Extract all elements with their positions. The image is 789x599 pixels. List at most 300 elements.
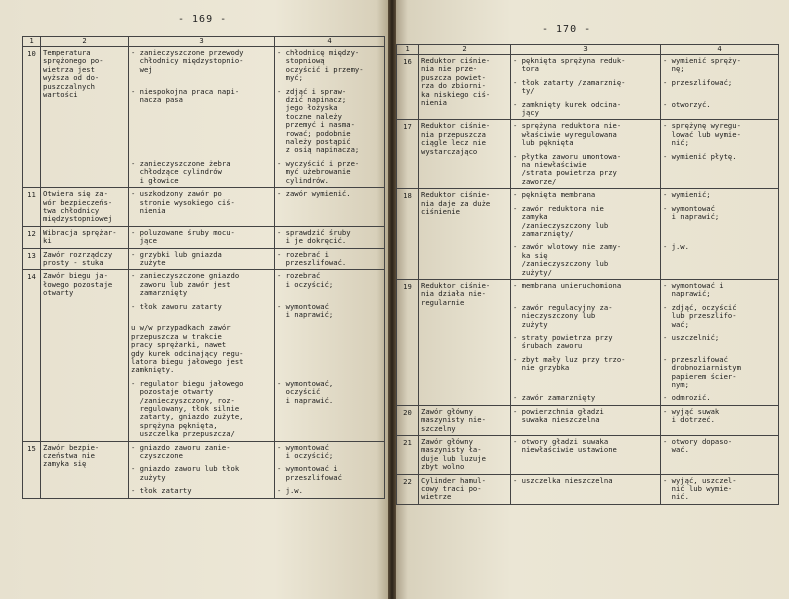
cell-line: i oczyścić;	[277, 451, 334, 461]
cell-line: - uszczelnić;	[663, 332, 720, 342]
cause-item	[513, 57, 658, 74]
cell-line: przepuszcza w trakcie	[131, 331, 222, 341]
cell-line: i naprawić;	[277, 309, 334, 319]
row-number: 11	[23, 188, 41, 227]
cell-line: - zanieczyszczone gniazdo	[131, 271, 240, 281]
cell-line: - otwory dopaso-	[663, 437, 733, 447]
cell-line: - j.w.	[663, 242, 689, 252]
cause-cell	[129, 441, 275, 498]
table-row	[397, 55, 779, 120]
cell-line: /strata powietrza przy	[513, 168, 617, 178]
cell-line: zużyty	[513, 319, 548, 329]
cell-line: sprężyna pęknięta,	[131, 420, 218, 430]
cell-line: Zawór główny	[421, 406, 473, 416]
cell-line: cowy traci po-	[421, 484, 482, 494]
cause-cell	[129, 47, 275, 188]
row-number: 18	[397, 189, 419, 280]
cell-line: maszynisty ła-	[421, 445, 482, 455]
table-row	[397, 474, 779, 504]
cause-cell	[511, 405, 661, 435]
cell-line: - tłok zatarty	[131, 486, 192, 496]
cause-item	[513, 438, 658, 455]
cell-line: wej	[131, 64, 153, 74]
cell-line: nia nie prze-	[421, 64, 478, 74]
table-row	[23, 270, 385, 441]
cell-line: oczyścić	[277, 387, 321, 397]
cause-item	[513, 282, 658, 299]
remedy-cell	[661, 120, 779, 189]
cause-item	[513, 101, 658, 118]
cell-line: - płytka zaworu umontowa-	[513, 151, 622, 161]
remedy-item	[277, 380, 382, 439]
cell-line: u w/w przypadkach zawór	[131, 323, 231, 333]
cause-cell	[511, 120, 661, 189]
remedy-cell	[275, 248, 385, 270]
cell-line: latora biegu jałowego jest	[131, 356, 244, 366]
cell-line: nym;	[663, 379, 689, 389]
remedy-item	[663, 153, 776, 187]
fault-description	[41, 47, 129, 188]
remedy-cell	[661, 405, 779, 435]
cause-item	[513, 122, 658, 147]
cell-line: lub przeszlifo-	[663, 311, 737, 321]
fault-description	[41, 441, 129, 498]
cell-line: jący	[513, 108, 539, 118]
row-number: 17	[397, 120, 419, 189]
table-row	[397, 120, 779, 189]
cell-line: - poluzowane śruby mocu-	[131, 227, 235, 237]
cell-line: i naprawić;	[663, 212, 720, 222]
row-number: 16	[397, 55, 419, 120]
cell-line: wietrze	[421, 492, 452, 502]
cell-line: maszynisty nie-	[421, 415, 486, 425]
fault-description	[419, 436, 511, 475]
cell-line: - rozebrać i	[277, 249, 329, 259]
cell-line: zamyka	[513, 212, 548, 222]
fault-description	[419, 120, 511, 189]
cause-cell	[511, 189, 661, 280]
cell-line: - sprężyna reduktora nie-	[513, 121, 622, 131]
row-number: 15	[23, 441, 41, 498]
cell-line: myć;	[277, 73, 303, 83]
row-number: 21	[397, 436, 419, 475]
cell-line: - powierzchnia gładzi	[513, 406, 604, 416]
cell-line: puszczalnych	[43, 81, 95, 91]
cell-line: rza do zbiorni-	[421, 81, 486, 91]
fault-description	[41, 270, 129, 441]
remedy-cell	[275, 226, 385, 248]
cause-item	[131, 380, 272, 439]
cell-line: - zawór wymienić.	[277, 189, 351, 199]
cell-line: właściwie wyregulowana	[513, 129, 617, 139]
cell-line: i dotrzeć.	[663, 415, 715, 425]
remedy-cell	[661, 436, 779, 475]
cell-line: Temperatura	[43, 48, 91, 57]
cell-line: - tłok zatarty /zamarznię-	[513, 77, 626, 87]
cell-line: ty/	[513, 86, 535, 96]
remedy-cell	[275, 47, 385, 188]
remedy-item	[663, 191, 776, 199]
cell-line: - wyczyścić i prze-	[277, 158, 360, 168]
remedy-cell	[661, 279, 779, 405]
table-row	[397, 405, 779, 435]
header-row	[397, 45, 779, 55]
remedy-item	[663, 79, 776, 96]
cell-line: nienia	[421, 98, 447, 108]
cell-line: szczelny	[421, 423, 456, 433]
cell-line: - otwory gładzi suwaka	[513, 437, 609, 447]
cause-item	[513, 243, 658, 277]
cell-line: nienia	[131, 205, 166, 215]
cell-line: - zamknięty kurek odcina-	[513, 99, 622, 109]
cell-line: Zawór główny	[421, 437, 473, 447]
cell-line: przeszlifować	[277, 472, 342, 482]
cell-line: ki	[43, 236, 52, 246]
cell-line: - niespokojna praca napi-	[131, 86, 240, 96]
remedy-cell	[275, 270, 385, 441]
cell-line: - zbyt mały luz przy trzo-	[513, 354, 626, 364]
cause-item	[131, 88, 272, 155]
table-row	[397, 279, 779, 405]
table-row	[397, 189, 779, 280]
cell-line: - wymienić;	[663, 190, 711, 200]
cause-cell	[129, 270, 275, 441]
cell-line: - rozebrać	[277, 271, 321, 281]
cause-item	[513, 334, 658, 351]
remedy-cell	[275, 441, 385, 498]
cell-line: zatarty, gniazdo zużyte,	[131, 412, 244, 422]
cell-line: - chłodnicę między-	[277, 48, 360, 57]
cell-line: zaworze/	[513, 176, 557, 186]
fault-description	[41, 188, 129, 227]
cell-line: - wymontować	[663, 203, 715, 213]
remedy-item	[277, 190, 382, 215]
fault-table-left	[22, 36, 385, 499]
cell-line: Zawór rozrządczy	[43, 249, 113, 259]
remedy-item	[663, 205, 776, 239]
table-row	[397, 436, 779, 475]
remedy-cell	[661, 189, 779, 280]
remedy-item	[277, 324, 382, 374]
cell-line: - odmrozić.	[663, 393, 711, 403]
fault-description	[419, 279, 511, 405]
cell-line: przemyć i nasma-	[277, 120, 355, 130]
cell-line: suwaka nieszczelna	[513, 415, 600, 425]
column-header: 3	[511, 45, 661, 55]
column-header: 3	[129, 37, 275, 47]
remedy-cell	[661, 474, 779, 504]
row-number: 12	[23, 226, 41, 248]
cell-line: Reduktor ciśnie-	[421, 121, 491, 131]
row-number: 14	[23, 270, 41, 441]
left-page	[0, 0, 392, 599]
cell-line: sprężonego po-	[43, 56, 104, 66]
remedy-item	[663, 122, 776, 147]
remedy-item	[663, 243, 776, 277]
cell-line: ka niskiego ciś-	[421, 89, 491, 99]
cell-line: nia daje za duże	[421, 198, 491, 208]
cell-line: nia przepuszcza	[421, 129, 486, 139]
remedy-item	[663, 408, 776, 425]
cell-line: chłodnicy międzystopnio-	[131, 56, 244, 66]
column-header: 2	[419, 45, 511, 55]
cell-line: - wymontować i	[663, 280, 724, 290]
cell-line: z osią napinacza;	[277, 145, 360, 155]
cell-line: cylindrów.	[277, 175, 329, 185]
cause-cell	[129, 248, 275, 270]
cell-line: wystarczająco	[421, 146, 478, 156]
cell-line: czeństwa nie	[43, 451, 95, 461]
row-number: 10	[23, 47, 41, 188]
fault-description	[41, 226, 129, 248]
remedy-cell	[275, 188, 385, 227]
cell-line: nić.	[663, 492, 689, 502]
cell-line: - zawór zamarznięty	[513, 393, 596, 403]
remedy-item	[277, 303, 382, 320]
cell-line: łowego pozostaje	[43, 279, 113, 289]
cause-item	[513, 205, 658, 239]
cell-line: ciśnienie	[421, 207, 460, 217]
cell-line: - tłok zaworu zatarty	[131, 301, 222, 311]
cause-item	[513, 394, 658, 402]
cell-line: wać.	[663, 445, 689, 455]
cell-line: - straty powietrza przy	[513, 332, 613, 342]
cell-line: otwarty	[43, 288, 74, 298]
row-number: 22	[397, 474, 419, 504]
cell-line: i naprawić.	[277, 395, 334, 405]
cell-line: nę;	[663, 64, 685, 74]
cell-line: duje lub luzuje	[421, 453, 486, 463]
cell-line: ka się	[513, 250, 548, 260]
cell-line: lować lub wymie-	[663, 129, 741, 139]
remedy-item	[277, 444, 382, 461]
header-row	[23, 37, 385, 47]
cause-item	[131, 229, 272, 246]
cell-line: wietrza jest	[43, 64, 95, 74]
cell-line: Cylinder hamul-	[421, 475, 486, 485]
cell-line: - przeszlifować;	[663, 77, 733, 87]
cell-line: jące	[131, 236, 157, 246]
cell-line: zamyka się	[43, 459, 87, 469]
cell-line: ciągle lecz nie	[421, 138, 486, 148]
cell-line: - otworzyć.	[663, 99, 711, 109]
cause-item	[513, 79, 658, 96]
cell-line: lub pęknięta	[513, 138, 574, 148]
cell-line: Otwiera się za-	[43, 189, 108, 199]
cell-line: rować; podobnie	[277, 128, 351, 138]
row-number: 20	[397, 405, 419, 435]
cause-item	[513, 153, 658, 187]
column-header: 4	[275, 37, 385, 47]
cell-line: - wyjąć suwak	[663, 406, 720, 416]
cell-line: tora	[513, 64, 539, 74]
cause-item	[513, 408, 658, 425]
cell-line: czyszczone	[131, 451, 183, 461]
cell-line: przeszlifować.	[277, 257, 347, 267]
cell-line: - pęknięta sprężyna reduk-	[513, 56, 626, 65]
cell-line: - uszkodzony zawór po	[131, 189, 222, 199]
cell-line: nieczyszczony lub	[513, 311, 596, 321]
cause-cell	[511, 279, 661, 405]
page-number: - 169 -	[178, 14, 228, 25]
remedy-item	[277, 160, 382, 185]
cause-item	[131, 160, 272, 185]
cause-item	[131, 303, 272, 320]
cell-line: zbyt wolno	[421, 462, 465, 472]
fault-description	[41, 248, 129, 270]
book-spine	[388, 0, 396, 599]
cell-line: Reduktor ciśnie-	[421, 56, 491, 65]
cell-line: nia działa nie-	[421, 289, 486, 299]
cause-item	[131, 487, 272, 495]
table-row	[23, 47, 385, 188]
cell-line: zużyty	[131, 472, 166, 482]
cell-line: gdy kurek odcinający regu-	[131, 348, 244, 358]
right-page	[392, 0, 789, 599]
cell-line: - zanieczyszczone żebra	[131, 158, 231, 168]
cell-line: - sprawdzić śruby	[277, 227, 351, 237]
cell-line: zaworu lub zawór jest	[131, 279, 231, 289]
remedy-item	[663, 438, 776, 455]
cell-line: nie grzybka	[513, 363, 570, 373]
remedy-item	[277, 88, 382, 155]
cell-line: twa chłodnicy	[43, 205, 100, 215]
cell-line: Zawór bezpie-	[43, 442, 100, 452]
cause-cell	[511, 474, 661, 504]
cell-line: jego łożyska	[277, 103, 338, 113]
column-header: 1	[23, 37, 41, 47]
page-number: - 170 -	[542, 24, 592, 35]
cell-line: - wymienić spręży-	[663, 56, 741, 65]
cell-line: /zanieczyszczony lub	[513, 220, 609, 230]
table-row	[23, 226, 385, 248]
cell-line: Wibracja sprężar-	[43, 227, 117, 237]
cell-line: - wymontować	[277, 442, 329, 452]
cause-item	[131, 272, 272, 297]
cause-item	[131, 251, 272, 268]
table-row	[23, 248, 385, 270]
cell-line: wać;	[663, 319, 689, 329]
cell-line: - gniazdo zaworu lub tłok	[131, 464, 240, 474]
cell-line: śrubach zaworu	[513, 341, 583, 351]
cell-line: - zawór wlotowy nie zamy-	[513, 242, 622, 252]
cell-line: - wyjąć, uszczel-	[663, 475, 737, 485]
remedy-item	[277, 49, 382, 83]
cell-line: - sprężynę wyregu-	[663, 121, 741, 131]
cell-line: - pęknięta membrana	[513, 190, 596, 200]
cell-line: - gniazdo zaworu zanie-	[131, 442, 231, 452]
cell-line: - zanieczyszczone przewody	[131, 48, 244, 57]
remedy-item	[663, 394, 776, 402]
cell-line: dzić napinacz;	[277, 95, 347, 105]
cell-line: międzystopniowej	[43, 214, 113, 224]
cell-line: - uszczelka nieszczelna	[513, 475, 613, 485]
cell-line: regulowany, tłok silnie	[131, 404, 240, 414]
column-header: 4	[661, 45, 779, 55]
cell-line: - regulator biegu jałowego	[131, 378, 244, 388]
cell-line: - membrana unieruchomiona	[513, 280, 622, 290]
cell-line: - zdjąć, oczyścić	[663, 302, 737, 312]
cause-item	[513, 304, 658, 329]
cell-line: Reduktor ciśnie-	[421, 280, 491, 290]
cell-line: myć użebrowanie	[277, 167, 351, 177]
remedy-item	[663, 57, 776, 74]
cell-line: zamarznięty/	[513, 228, 574, 238]
remedy-cell	[661, 55, 779, 120]
cause-cell	[511, 436, 661, 475]
cell-line: niewłaściwie ustawione	[513, 445, 617, 455]
cell-line: /zanieczyszczony, roz-	[131, 395, 235, 405]
cell-line: - zdjąć i spraw-	[277, 86, 347, 96]
cell-line: regularnie	[421, 297, 465, 307]
remedy-item	[277, 272, 382, 297]
table-row	[23, 188, 385, 227]
cell-line: oczyścić i przemy-	[277, 64, 364, 74]
cell-line: zamarznięty	[131, 288, 188, 298]
cell-line: zużyty/	[513, 267, 552, 277]
cell-line: na niewłaściwie	[513, 160, 587, 170]
cause-item	[131, 324, 272, 374]
cause-cell	[129, 226, 275, 248]
cell-line: - wymienić płytę.	[663, 151, 737, 161]
cell-line: i oczyścić;	[277, 279, 334, 289]
cell-line: i głowice	[131, 175, 179, 185]
cause-item	[513, 191, 658, 199]
cell-line: Reduktor ciśnie-	[421, 190, 491, 200]
fault-description	[419, 405, 511, 435]
cell-line: - zawór regulacyjny za-	[513, 302, 613, 312]
fault-description	[419, 189, 511, 280]
cell-line: naprawić;	[663, 289, 711, 299]
cell-line: - wymontować i	[277, 464, 338, 474]
cell-line: - przeszlifować	[663, 354, 728, 364]
cell-line: stopniową	[277, 56, 325, 66]
cell-line: chłodzące cylindrów	[131, 167, 222, 177]
remedy-item	[277, 251, 382, 268]
cause-cell	[129, 188, 275, 227]
cause-item	[131, 190, 272, 215]
cell-line: zamknięty.	[131, 365, 175, 375]
cell-line: wór bezpieczeńs-	[43, 197, 113, 207]
cell-line: - wymontować,	[277, 378, 334, 388]
cell-line: puszcza powiet-	[421, 72, 486, 82]
fault-description	[419, 55, 511, 120]
remedy-item	[277, 229, 382, 246]
cell-line: pracy sprężarki, nawet	[131, 340, 227, 350]
cell-line: pozostaje otwarty	[131, 387, 214, 397]
cell-line: należy postąpić	[277, 137, 351, 147]
fault-table-right	[396, 44, 779, 505]
cell-line: nacza pasa	[131, 95, 183, 104]
cause-cell	[511, 55, 661, 120]
column-header: 2	[41, 37, 129, 47]
cell-line: uszczelka przepuszcza/	[131, 429, 235, 439]
cell-line: drobnoziarnistym	[663, 363, 741, 373]
cell-line: - grzybki lub gniazda	[131, 249, 222, 259]
cell-line: wartości	[43, 90, 78, 100]
row-number: 19	[397, 279, 419, 405]
cell-line: - zawór reduktora nie	[513, 203, 604, 213]
cause-item	[513, 477, 658, 502]
remedy-item	[663, 304, 776, 329]
cause-item	[513, 356, 658, 390]
remedy-item	[277, 487, 382, 495]
cell-line: toczne należy	[277, 111, 342, 121]
remedy-item	[663, 282, 776, 299]
remedy-item	[277, 465, 382, 482]
cell-line: zużyte	[131, 257, 166, 267]
row-number: 13	[23, 248, 41, 270]
